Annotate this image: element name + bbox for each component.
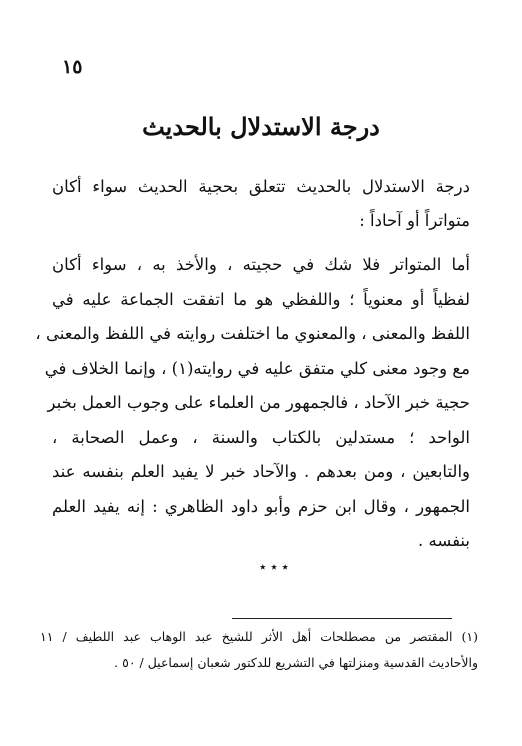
text-line: بنفسه . bbox=[418, 531, 470, 550]
footnotes bbox=[40, 624, 478, 676]
intro-paragraph bbox=[52, 170, 470, 238]
text-line: اللفظ والمعنى ، والمعنوي ما اختلفت روايته في اللفظ والمعنى ، bbox=[35, 324, 470, 343]
page-number: ١٥ bbox=[62, 56, 83, 78]
text-line: مع وجود معنى كلي متفق عليه في روايته(١) ، وإنما الخلاف في bbox=[44, 358, 470, 378]
text-line: متواتراً أو آحاداً : bbox=[359, 211, 470, 230]
text-line: لفظياً أو معنوياً ؛ واللفظي هو ما اتفقت الجماعة عليه في bbox=[52, 289, 470, 309]
text-line: والتابعين ، ومن بعدهم . والآحاد خبر لا يفيد العلم بنفسه عند bbox=[52, 462, 470, 481]
text-line: الواحد ؛ مستدلين بالكتاب والسنة ، وعمل الصحابة ، bbox=[52, 427, 470, 447]
text-line: أما المتواتر فلا شك في حجيته ، والأخذ به ، سواء أكان bbox=[52, 255, 470, 274]
section-title: درجة الاستدلال بالحديث bbox=[142, 112, 380, 141]
footnote-line: والأحاديث القدسية ومنزلتها في التشريع للدكتور شعبان إسماعيل / ٥٠ . bbox=[114, 655, 478, 670]
text-line: درجة الاستدلال بالحديث تتعلق بحجية الحديث سواء أكان bbox=[52, 177, 470, 196]
text-line: الجمهور ، وقال ابن حزم وأبو داود الظاهري : إنه يفيد العلم bbox=[52, 496, 470, 516]
text-line: حجية خبر الآحاد ، فالجمهور من العلماء على وجوب العمل بخبر bbox=[47, 393, 470, 412]
section-separator-stars: ٭ ٭ ٭ bbox=[259, 560, 289, 575]
footnote-line: (١) المقتصر من مصطلحات أهل الأثر للشيخ عبد الوهاب عبد اللطيف / ١١ bbox=[40, 629, 478, 644]
main-paragraph bbox=[35, 248, 470, 559]
footnote-divider bbox=[232, 618, 452, 619]
